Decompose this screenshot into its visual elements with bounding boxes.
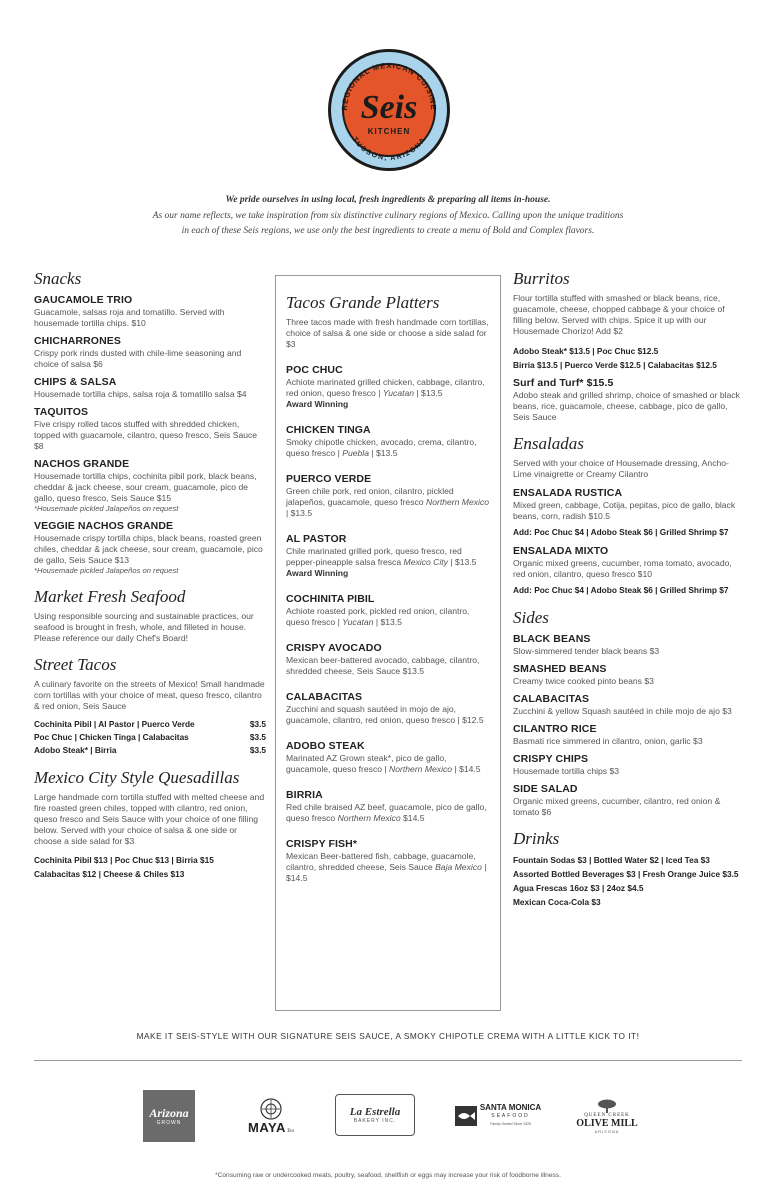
item-desc [286,802,490,824]
section-title-tacos-grande: Tacos Grande Platters [286,293,440,312]
award-badge: Award Winning [286,399,349,409]
item-name: ENSALADA RUSTICA [513,487,623,499]
desc-text: Zucchini and squash sautéed in mojo de ajo, guacamole, cilantro, red onion, queso fresco | $12.5 [286,704,484,725]
section-title-seafood: Market Fresh Seafood [34,587,186,606]
intro-block [60,193,716,240]
logo-bottom-text: TUCSON, ARIZONA [350,136,428,163]
item-desc [286,606,490,628]
menu-item [513,662,743,687]
menu-column-right [513,270,743,909]
quesadillas-line: Calabacitas $12 | Cheese & Chiles $13 [34,869,185,879]
menu-item [286,641,490,677]
item-name: VEGGIE NACHOS GRANDE [34,520,174,532]
menu-item [34,457,266,514]
intro-line-3: in each of these Seis regions, we use only the best ingredients to create a menu of Bold and Complex flavors. [181,226,595,236]
desc-text: Achiote marinated grilled chicken, cabbage, cilantro, red onion, queso fresco | [286,377,485,398]
item-name: NACHOS GRANDE [34,458,130,470]
section-title-sides: Sides [513,608,549,627]
quesadillas-desc: Large handmade corn tortilla stuffed with melted cheese and fire roasted green chiles, topped with cilantro, red onion, queso fresco and Seis Sauce with your choice of one filling below. Served with your choice of salsa & one side or choose a side salad for $3 [34,792,265,846]
region: Northern Mexico [337,813,401,823]
queen-creek-olive-mill-logo [574,1088,640,1144]
section-title-quesadillas: Mexico City Style Quesadillas [34,768,240,787]
item-name: ENSALADA MIXTO [513,545,609,557]
menu-item [513,722,743,747]
intro-line-2: As our name reflects, we take inspiration from six distinctive culinary regions of Mexico. Calling upon the unique traditions [152,210,624,221]
foodborne-illness-disclaimer: *Consuming raw or undercooked meats, poultry, seafood, shellfish or eggs may increase your risk of foodborne illness. [215,1172,561,1179]
santa-monica-sub: SEAFOOD [491,1113,530,1119]
menu-item [286,532,490,579]
menu-item [286,690,490,726]
menu-item [34,334,266,370]
item-name: CRISPY CHIPS [513,753,589,765]
row-label: Poc Chuc | Chicken Tinga | Calabacitas [34,732,189,742]
menu-item [34,293,266,329]
item-desc: Mixed green, cabbage, Cotija, pepitas, pico de gallo, black beans, corn, radish $10.5 [513,500,736,521]
item-note: *Housemade pickled Jalapeños on request [34,504,179,513]
street-tacos-row [34,731,266,744]
region: Northern Mexico [425,497,490,507]
item-desc [286,437,490,459]
item-desc [286,704,490,726]
burritos-line: Adobo Steak* $13.5 | Poc Chuc $12.5 [513,346,659,356]
item-name: SIDE SALAD [513,783,578,795]
santa-monica-text: SANTA MONICA [479,1103,542,1112]
street-tacos-row [34,744,266,757]
item-desc: Organic mixed greens, cucumber, cilantro, red onion & tomato $6 [513,796,721,817]
item-desc: Slow-simmered tender black beans $3 [513,646,660,656]
menu-item [286,837,490,884]
drinks-line: Assorted Bottled Beverages $3 | Fresh Orange Juice $3.5 [513,869,739,879]
olive-main-text: OLIVE MILL [576,1117,638,1129]
region: Mexico City [403,557,448,567]
desc-text: Marinated AZ Grown steak*, pico de gallo, guacamole, queso fresco | [286,753,447,774]
item-name: CRISPY AVOCADO [286,642,382,654]
desc-text: Mexican beer-battered avocado, cabbage, cilantro, shredded cheese, Seis Sauce $13.5 [286,655,480,676]
desc-text: Achiote roasted pork, pickled red onion, cilantro, queso fresco | [286,606,470,627]
item-desc [286,377,490,410]
seafood-desc: Using responsible sourcing and sustainable practices, our seafood is brought in fresh, whole, and filleted in house. Please reference our daily Chef's Board! [34,611,254,643]
item-desc: Housemade tortilla chips, cochinita pibil pork, black beans, cheddar & jack cheese, sour cream, guacamole, pico de gallo, queso fresco, Seis Sauce $15 [34,471,257,503]
row-price: $3.5 [249,732,266,742]
item-name: SMASHED BEANS [513,663,607,675]
arizona-logo-sub: GROWN [156,1119,182,1126]
arizona-grown-logo [143,1090,195,1142]
item-name: ADOBO STEAK [286,740,365,752]
item-name: CILANTRO RICE [513,723,597,735]
la-estrella-logo [335,1094,415,1136]
award-badge: Award Winning [286,568,349,578]
region: Yucatan [382,388,415,398]
surf-and-turf-desc: Adobo steak and grilled shrimp, choice of smashed or black beans, rice, guacamole, cheese, cabbage, pico de gallo, Seis Sauce [513,390,740,422]
item-name: CHIPS & SALSA [34,376,117,388]
logo-top-text: REGIONAL MEXICAN CUISINE [339,60,439,111]
quesadillas-line: Cochinita Pibil $13 | Poc Chuc $13 | Birria $15 [34,855,214,865]
add-ons: Add: Poc Chuc $4 | Adobo Steak $6 | Grilled Shrimp $7 [513,527,729,537]
item-name: CHICHARRONES [34,335,121,347]
item-name: COCHINITA PIBIL [286,593,375,605]
drinks-line: Agua Frescas 16oz $3 | 24oz $4.5 [513,883,644,893]
price: | $13.5 [414,388,443,398]
intro-lead: We pride ourselves in using local, fresh ingredients & preparing all items in-house. [225,195,551,205]
item-desc [286,851,490,884]
price: | $13.5 [286,508,313,518]
section-title-drinks: Drinks [513,829,560,848]
olive-tree-icon [597,1099,617,1113]
arizona-logo-text: Arizona [149,1105,189,1120]
logo-name: Seis [360,89,418,126]
item-name: AL PASTOR [286,533,347,545]
street-tacos-row [34,718,266,731]
desc-text: Chile marinated grilled pork, queso fresco, red pepper-pineapple salsa fresca [286,546,462,567]
menu-item [513,692,743,717]
price: | $13.5 [447,557,477,567]
item-desc: Housemade crispy tortilla chips, black beans, roasted green chiles, cheddar & jack cheese, sour cream, guacamole, pico de gallo, Seis Sauce $13 [34,533,263,565]
menu-item [286,472,490,519]
olive-top-text: QUEEN CREEK [584,1112,630,1118]
row-price: $3.5 [249,719,266,729]
logo-badge [327,48,451,172]
surf-and-turf-name: Surf and Turf* $15.5 [513,377,614,389]
maya-tea-logo [243,1088,299,1144]
item-desc [286,655,490,677]
item-desc: Housemade tortilla chips, salsa roja & tomatillo salsa $4 [34,389,247,399]
santa-monica-note: Family Owned Since 1939 [490,1122,531,1126]
drinks-line: Fountain Sodas $3 | Bottled Water $2 | Iced Tea $3 [513,855,710,865]
menu-item [513,632,743,657]
price: $14.5 [400,813,425,823]
add-ons: Add: Poc Chuc $4 | Adobo Steak $6 | Grilled Shrimp $7 [513,585,729,595]
item-name: PUERCO VERDE [286,473,372,485]
menu-column-left [34,270,266,881]
item-desc [286,546,490,579]
item-name: BLACK BEANS [513,633,591,645]
item-desc: Guacamole, salsas roja and tomatillo. Served with housemade tortilla chips. $10 [34,307,225,328]
estrella-logo-text: La Estrella [349,1106,401,1118]
item-name: POC CHUC [286,364,343,376]
item-name: BIRRIA [286,789,323,801]
region: Puebla [342,448,369,458]
price: | $14.5 [452,764,481,774]
region: Northern Mexico [389,764,453,774]
item-desc: Organic mixed greens, cucumber, roma tomato, avocado, red onion, cilantro, queso fresco $10 [513,558,732,579]
item-note: *Housemade pickled Jalapeños on request [34,566,179,575]
menu-item [34,375,266,400]
desc-text: Smoky chipotle chicken, avocado, crema, cilantro, queso fresco | [286,437,477,458]
seis-sauce-tagline: MAKE IT SEIS-STYLE WITH OUR SIGNATURE SEIS SAUCE, A SMOKY CHIPOTLE CREMA WITH A LITTLE KICK TO IT! [136,1031,640,1041]
section-title-snacks: Snacks [34,269,82,288]
item-name: CALABACITAS [286,691,363,703]
section-title-burritos: Burritos [513,269,570,288]
tacos-grande-intro: Three tacos made with fresh handmade corn tortillas, choice of salsa & one side or choose a side salad for $3 [286,317,489,349]
item-name: CALABACITAS [513,693,590,705]
row-price: $3.5 [249,745,266,755]
row-label: Cochinita Pibil | Al Pastor | Puerco Verde [34,719,195,729]
item-desc [286,753,490,775]
item-desc: Zucchini & yellow Squash sautéed in chile mojo de ajo $3 [513,706,732,716]
desc-text: Green chile pork, red onion, cilantro, pickled jalapeños, guacamole, queso fresco [286,486,454,507]
maya-logo-text: MAYA [248,1119,286,1135]
menu-item [286,363,490,410]
item-desc [286,486,490,519]
drinks-line: Mexican Coca-Cola $3 [513,897,601,907]
menu-item [34,519,266,576]
row-label: Adobo Steak* | Birria [34,745,117,755]
section-title-ensaladas: Ensaladas [513,434,584,453]
menu-item [513,752,743,777]
seis-kitchen-logo [327,48,451,172]
item-desc: Housemade tortilla chips $3 [513,766,620,776]
item-desc: Crispy pork rinds dusted with chile-lime seasoning and choice of salsa $6 [34,348,242,369]
menu-item [513,544,743,597]
olive-sub-text: ARIZONA [594,1128,620,1134]
street-tacos-desc: A culinary favorite on the streets of Mexico! Small handmade corn tortillas with your choice of meat, queso fresco, cilantro & red onion, Seis Sauce [34,679,265,711]
menu-item [286,592,490,628]
item-desc: Creamy twice cooked pinto beans $3 [513,676,654,686]
menu-item [34,405,266,452]
item-desc: Five crispy rolled tacos stuffed with shredded chicken, topped with guacamole, cilantro, queso fresco, Seis Sauce $8 [34,419,258,451]
santa-monica-seafood-logo [451,1088,545,1144]
fish-icon [455,1106,477,1126]
logo-kitchen: KITCHEN [367,127,411,136]
menu-item [286,423,490,459]
desc-text: Red chile braised AZ beef, guacamole, pico de gallo, queso fresco [286,802,487,823]
section-title-street-tacos: Street Tacos [34,655,117,674]
maya-emblem-icon [260,1098,282,1120]
region: Baja Mexico [435,862,482,872]
tacos-grande-box [275,275,501,1011]
ensaladas-intro: Served with your choice of Housemade dressing, Ancho-Lime vinaigrette or Creamy Cilantro [513,458,729,479]
menu-item [513,486,743,539]
menu-item [286,739,490,775]
price: | $13.5 [368,448,398,458]
region: Yucatan [342,617,374,627]
item-desc: Basmati rice simmered in cilantro, onion, garlic $3 [513,736,703,746]
burritos-desc: Flour tortilla stuffed with smashed or black beans, rice, guacamole, cheese, chopped cabbage & your choice of filling below. Served with chips. Spice it up with our Housemade Chorizo! Add $2 [513,293,725,336]
maya-logo-sub: Tea [286,1128,294,1134]
menu-item [513,782,743,818]
item-name: GAUCAMOLE TRIO [34,294,133,306]
divider [34,1060,742,1061]
price: | $13.5 [373,617,402,627]
menu-item [286,788,490,824]
estrella-logo-sub: BAKERY INC. [353,1118,397,1124]
item-name: CRISPY FISH* [286,838,358,850]
price: | $14.5 [286,862,487,883]
desc-text: Mexican Beer-battered fish, cabbage, guacamole, cilantro, shredded cheese, Seis Sauce [286,851,476,872]
burritos-line: Birria $13.5 | Puerco Verde $12.5 | Calabacitas $12.5 [513,360,717,370]
item-name: CHICKEN TINGA [286,424,371,436]
item-name: TAQUITOS [34,406,89,418]
